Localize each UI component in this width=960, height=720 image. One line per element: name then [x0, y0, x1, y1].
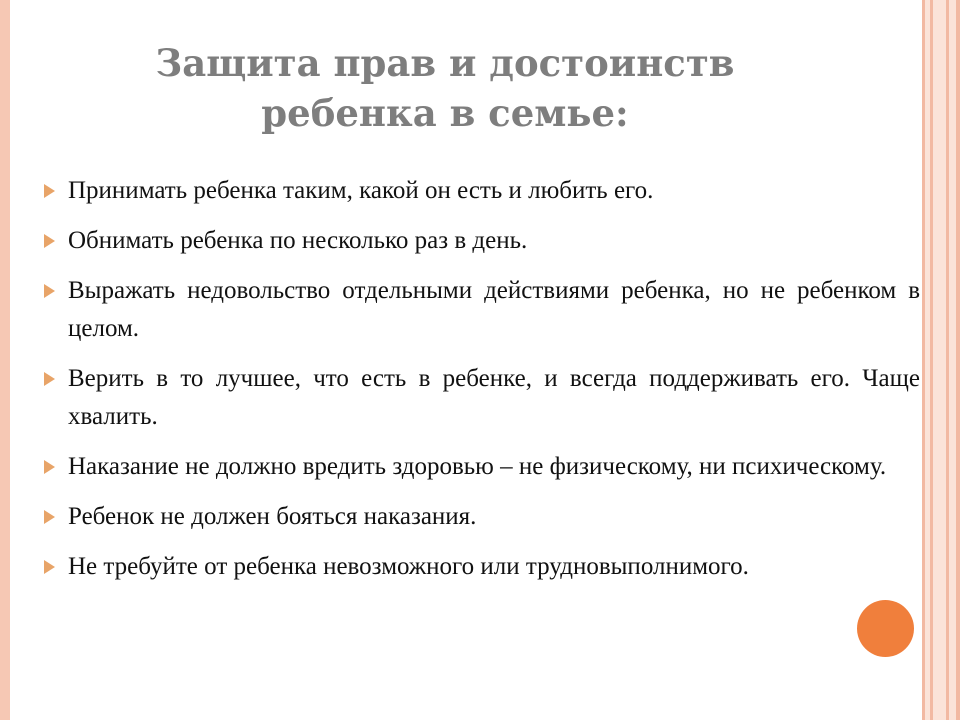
title-line-1: Защита прав и достоинств	[155, 41, 735, 85]
bullet-item	[44, 222, 920, 260]
bullet-item	[44, 272, 920, 348]
bullet-item	[44, 172, 920, 210]
bullet-item	[44, 548, 920, 586]
arrow-bullet-icon	[44, 510, 55, 524]
bullet-item	[44, 360, 920, 436]
title-line-2: ребенка в семье:	[261, 91, 629, 135]
bullet-text: Верить в то лучшее, что есть в ребенке, и всегда поддерживать его. Чаще хвалить.	[68, 365, 920, 430]
right-stripe-decoration	[918, 0, 960, 720]
orange-circle-decoration	[857, 600, 914, 657]
bullet-item	[44, 448, 920, 486]
bullet-list	[44, 172, 920, 598]
bullet-text: Выражать недовольство отдельными действиями ребенка, но не ребенком в целом.	[68, 277, 920, 342]
arrow-bullet-icon	[44, 460, 55, 474]
arrow-bullet-icon	[44, 284, 55, 298]
bullet-text: Ребенок не должен бояться наказания.	[68, 503, 477, 530]
arrow-bullet-icon	[44, 184, 55, 198]
left-border-decoration	[0, 0, 10, 720]
bullet-text: Наказание не должно вредить здоровью – не физическому, ни психическому.	[68, 453, 887, 480]
slide-title	[60, 38, 830, 138]
bullet-item	[44, 498, 920, 536]
bullet-text: Не требуйте от ребенка невозможного или трудновыполнимого.	[68, 553, 749, 580]
arrow-bullet-icon	[44, 372, 55, 386]
bullet-text: Обнимать ребенка по несколько раз в день.	[68, 227, 528, 254]
arrow-bullet-icon	[44, 560, 55, 574]
arrow-bullet-icon	[44, 234, 55, 248]
bullet-text: Принимать ребенка таким, какой он есть и любить его.	[68, 177, 654, 204]
